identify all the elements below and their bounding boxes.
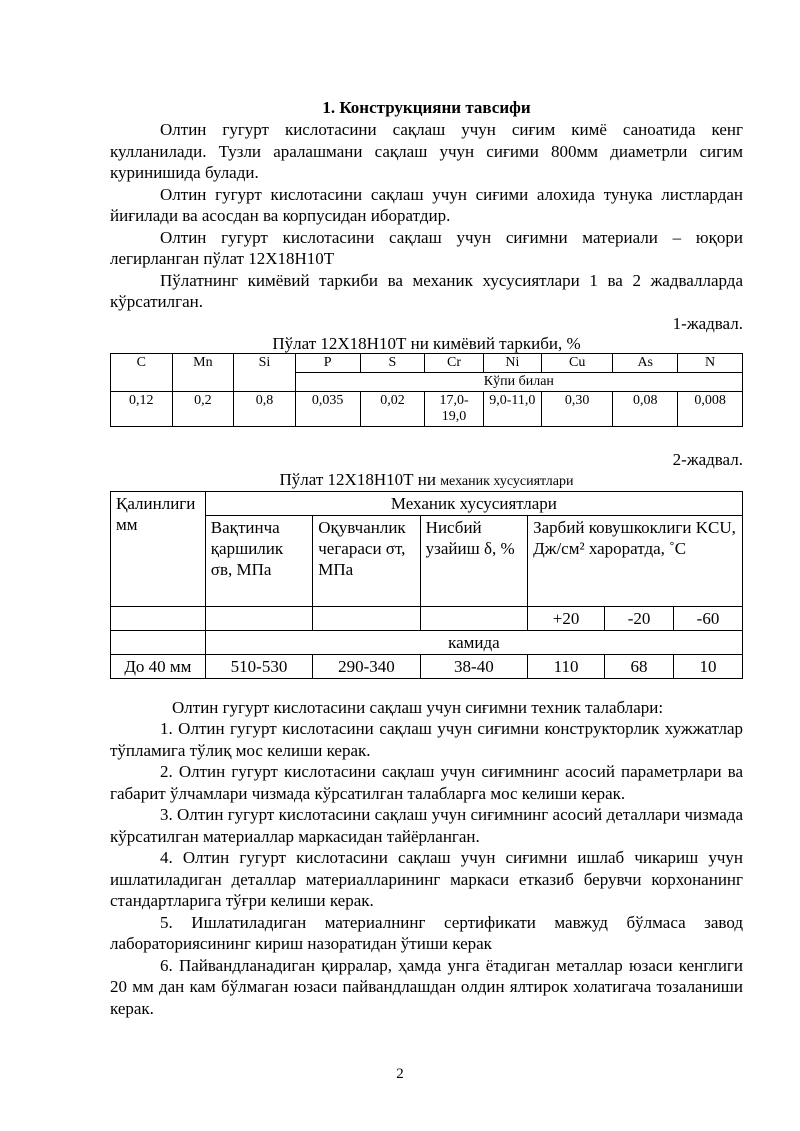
table-header-cell: Mn: [172, 353, 234, 391]
table-cell: 0,08: [613, 391, 678, 426]
table-header-cell: As: [613, 353, 678, 372]
table-header-cell: Cr: [425, 353, 483, 372]
document-page: [110, 98, 743, 1019]
table-row: [111, 391, 743, 426]
table-cell: 0,008: [678, 391, 743, 426]
table-header-cell: Нисбий узайиш δ, %: [420, 515, 527, 606]
requirement-item: 1. Олтин гугурт кислотасини сақлаш учун сиғимни конструкторлик хужжатлар тўпламига тўлиқ мос келиши керак.: [110, 719, 743, 760]
table-header-cell: -60: [674, 606, 743, 630]
table-header-cell: +20: [528, 606, 605, 630]
table1-caption: Пўлат 12Х18Н10Т ни кимёвий таркиби, %: [272, 333, 581, 353]
table-row: [111, 630, 743, 654]
requirement-item: 2. Олтин гугурт кислотасини сақлаш учун сиғимнинг асосий параметрлари ва габарит ўлчамлари чизмада кўрсатилган талабларга мос келиши керак.: [110, 762, 743, 803]
table-cell: 510-530: [205, 654, 312, 678]
table-cell: 0,02: [360, 391, 425, 426]
page-number: 2: [396, 1066, 404, 1082]
table-cell: 110: [528, 654, 605, 678]
table-cell: До 40 мм: [111, 654, 206, 678]
intro-paragraph: Олтин гугурт кислотасини сақлаш учун сиғим кимё саноатида кенг кулланилади. Тузли аралашмани сақлаш учун сиғими 800мм диаметрли сигим куринишида булади.: [110, 120, 743, 182]
table-header-cell: Cu: [542, 353, 613, 372]
table-row: [111, 654, 743, 678]
requirements-title: Олтин гугурт кислотасини сақлаш учун сиғимни техник талаблари:: [172, 697, 664, 717]
intro-paragraph: Пўлатнинг кимёвий таркиби ва механик хусусиятлари 1 ва 2 жадвалларда кўрсатилган.: [110, 270, 743, 311]
table-cell: 0,12: [111, 391, 173, 426]
mechanical-properties-table: [110, 491, 743, 679]
table-row: [111, 491, 743, 515]
table1-label: 1-жадвал.: [672, 313, 743, 333]
chemical-composition-table: [110, 353, 743, 427]
table-cell: 9,0-11,0: [483, 391, 541, 426]
table-header-cell: Вақтинча қаршилик σв, МПа: [205, 515, 312, 606]
table-cell: 0,8: [234, 391, 296, 426]
requirement-item: 6. Пайвандланадиган қирралар, ҳамда унга ётадиган металлар юзаси кенглиги 20 мм дан кам бўлмаган юзаси пайвандлашдан олдин ялтирок холатигача тозаланиши керак.: [110, 955, 743, 1018]
table-row: [111, 353, 743, 372]
table2-label: 2-жадвал.: [672, 449, 743, 469]
requirement-item: 3. Олтин гугурт кислотасини сақлаш учун сиғимнинг асосий деталлари чизмада кўрсатилган материаллар маркасидан тайёрланган.: [110, 805, 743, 846]
table-header-cell: Si: [234, 353, 296, 391]
table-header-cell: -20: [605, 606, 674, 630]
intro-paragraph: Олтин гугурт кислотасини сақлаш учун сиғимни материали – юқори легирланган пўлат 12Х18Н10Т: [110, 227, 743, 268]
table2-caption-part: Пўлат 12Х18Н10Т ни: [279, 469, 441, 489]
table-cell: 38-40: [420, 654, 527, 678]
table-header-cell: Зарбий ковушкоклиги KCU, Дж/см² хароратда, ˚C: [528, 515, 743, 606]
table-header-cell: N: [678, 353, 743, 372]
table-header-cell: P: [295, 353, 360, 372]
table-subheader-cell: Кўпи билан: [295, 372, 742, 391]
table-header-cell: Механик хусусиятлари: [205, 491, 742, 515]
table-header-cell: Қалинлиги мм: [111, 491, 206, 606]
table-cell: 290-340: [313, 654, 420, 678]
table-header-cell: Ni: [483, 353, 541, 372]
table2-caption: [110, 470, 743, 491]
table-row: [111, 515, 743, 606]
table-header-cell: S: [360, 353, 425, 372]
intro-paragraph: Олтин гугурт кислотасини сақлаш учун сиғими алохида тунука листлардан йиғилади ва асосдан ва корпусидан иборатдир.: [110, 184, 743, 225]
table-cell: 17,0-19,0: [425, 391, 483, 426]
table-cell: 0,30: [542, 391, 613, 426]
table-row: [111, 606, 743, 630]
table-cell: 10: [674, 654, 743, 678]
table-header-cell: Оқувчанлик чегараси σт, МПа: [313, 515, 420, 606]
table-cell: 0,2: [172, 391, 234, 426]
table-cell: 0,035: [295, 391, 360, 426]
requirement-item: 5. Ишлатиладиган материалнинг сертификати мавжуд бўлмаса завод лабораториясининг кириш назоратидан ўтиши керак: [110, 912, 743, 953]
table2-caption-part: механик хусусиятлари: [440, 473, 574, 489]
section-heading: 1. Конструкцияни тавсифи: [322, 98, 531, 117]
requirement-item: 4. Олтин гугурт кислотасини сақлаш учун сиғимни ишлаб чикариш учун ишлатиладиган деталлар материалларининг маркаси етказиб берувчи корхонанинг стандартларига тўғри келиши керак.: [110, 848, 743, 910]
table-header-cell: C: [111, 353, 173, 391]
table-subheader-cell: камида: [205, 630, 742, 654]
table-cell: 68: [605, 654, 674, 678]
